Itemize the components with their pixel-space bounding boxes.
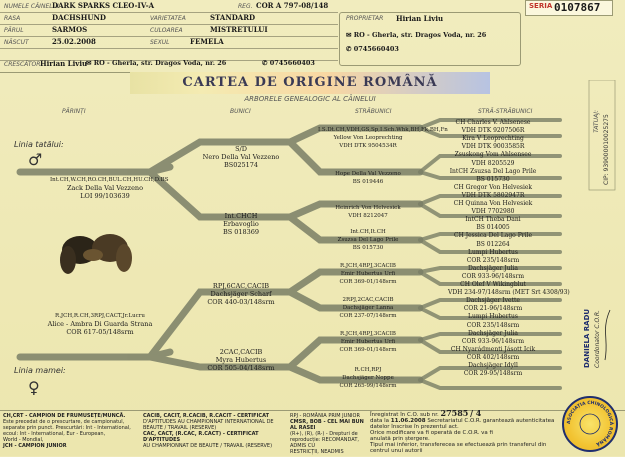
great-great-reg: COR 933-96/148srm [461, 337, 525, 345]
legend-line: JCH - CAMPION JUNIOR [3, 443, 67, 449]
great-name: Hope Della Val Vezzeno [335, 171, 401, 177]
great-great-name: Dachsjäger Idyll [468, 362, 518, 369]
serial-box [525, 0, 613, 16]
great-titles: Int.CH,It.CH [350, 229, 386, 235]
great-great-reg: BS 015730 [476, 175, 510, 183]
great-great-reg: COR 29-95/148srm [463, 370, 523, 378]
gp-name: Nero Della Val Vezzeno [202, 153, 280, 161]
great-reg: COR 265-99/148srm [339, 383, 397, 389]
great-entry [318, 228, 418, 252]
great-great-reg: VDH 7702980 [471, 208, 515, 216]
signatory-name: DANIELA RADU [583, 308, 591, 368]
owner-address-text: RO - Gherla, str. Dragos Voda, nr. 26 [353, 31, 487, 39]
cert-line: Orice modificare va fi operată de C.O.R. va fi [370, 430, 493, 436]
male-symbol-icon: ♂ [28, 150, 43, 169]
seal-text: ASOCIAȚIA CHINOLOGICĂ ROMÂNĂ [566, 400, 614, 446]
official-seal-stamp [562, 396, 618, 452]
certificate-title: CARTEA DE ORIGINE ROMÂNĂ [182, 75, 438, 90]
great-great-name: Dachsjäger Ivette [466, 297, 520, 305]
great-great-reg: COR 402/148srm [466, 353, 520, 361]
gp-titles: RPJ,6CAC,CACIB [212, 282, 270, 290]
registration-line [370, 410, 560, 418]
great-great-reg: VDH 8205529 [471, 159, 515, 167]
great-name: Zsuzsa Del Lago Prile [337, 237, 399, 243]
breeder-phone [262, 59, 315, 67]
reg-date: 11.06.2008 [390, 418, 426, 424]
legend-line: RESTRICȚII, NEADMIS [290, 449, 344, 455]
great-name: Emir Hubertus Urfi [340, 339, 396, 345]
serial-label: SERIA [529, 2, 553, 10]
seal-text-ring [564, 398, 616, 450]
sire-reg: LOI 99/103639 [80, 192, 130, 200]
cert-line: Secretariatul C.O.R. garantează autenticitatea [427, 418, 555, 424]
great-great-name: CH Olef V Wikingblut [460, 281, 526, 288]
great-entry [318, 204, 418, 220]
breeder-label: CRESCĂTOR [4, 61, 41, 68]
breed: DACHSHUND [52, 13, 106, 22]
legend-line: separate prin punct. Prescurtări: Int - International, [3, 425, 131, 431]
reg-no: 27585 [440, 408, 469, 418]
legend-line: D'APTITUDES AU CHAMPIONNAT INTERNATIONAL DE [143, 419, 274, 425]
great-great-name: Lumpi Hubertus [468, 248, 518, 256]
serial-number: 0107867 [554, 1, 601, 14]
legend-line: (R+), (R), (R-) - Drepturi de [290, 431, 358, 437]
grandparent-entry [196, 348, 286, 372]
great-great-name: CH Quinna Von Helvesiek [453, 200, 533, 207]
cert-line: anulată prin ștergere. [370, 436, 430, 442]
dam-name: Alice - Ambra Di Guarda Strana [47, 320, 153, 328]
reg-text: Înregistrat în C.O. sub nr. [370, 412, 439, 418]
great-titles: R.JCH,4RPJ,3CACIB [340, 263, 396, 269]
grandparent-entry [196, 145, 286, 169]
variety-label: VARIETATEA [150, 15, 186, 22]
reg-number: COR A 797-08/148 [256, 1, 329, 10]
great-great-name: Zsuskong Vom Ahlsensee [454, 151, 532, 159]
reg-slash: / 4 [470, 408, 482, 418]
registration-block [370, 410, 560, 454]
envelope-icon: ✉ [86, 59, 94, 67]
coat-label: PĂRUL [4, 27, 24, 34]
column-parents: PĂRINȚI [62, 108, 86, 115]
column-great2: STRĂ-STRĂBUNICI [478, 108, 533, 115]
great-titles: R.CH,RPJ [354, 367, 382, 373]
date-label: data la [370, 418, 390, 424]
great-entry [318, 262, 418, 286]
legend-line: CMSR, BOB - CEL MAI BUN AL RASEI [290, 419, 364, 431]
great-great-reg: COR 21-96/148srm [463, 305, 523, 313]
gp-reg: COR 505-04/148srm [207, 364, 275, 372]
breeder-address [86, 59, 226, 67]
great-great-name: Dachsjäger Julia [468, 264, 518, 272]
phone-icon: ✆ [346, 45, 354, 53]
legend-line: reproducție: RECOMANDAT, ADMIS CU [290, 437, 359, 449]
great-entry [318, 330, 418, 354]
great-great-reg: BS 012264 [476, 240, 510, 248]
grandparent-entry [196, 212, 286, 236]
gp-name: Myra Hubertus [215, 356, 267, 364]
great-reg: COR 237-07/148srm [339, 313, 397, 319]
signatory-role: Coordonator C.O.R. [594, 310, 601, 368]
svg-text:ASOCIAȚIA CHINOLOGICĂ ROMÂNĂ [566, 400, 615, 448]
breeder-address-text: RO - Gherla, str. Dragos Voda, nr. 26 [93, 59, 227, 67]
great-great-reg: COR 235/148srm [466, 256, 520, 264]
great-entry [318, 126, 448, 150]
great-reg: BS 019446 [352, 179, 384, 185]
great-great-reg: VDH DTK 5802947R [461, 191, 525, 199]
owner-phone [346, 45, 399, 53]
great-reg: VDH DTK 9504534R [339, 143, 397, 149]
great-great-name: CH Charles V. Ahlsenese [455, 119, 531, 126]
great-reg: VDH 8212047 [348, 213, 388, 219]
legend-line: BEAUTE / TRAVAIL (RESERVE) [143, 425, 217, 431]
great-titles: R.JCH,4RPJ,3CACIB [340, 331, 396, 337]
gp-reg: COR 440-03/148srm [207, 298, 275, 306]
chip-number: CIP: 939000010025275 [603, 114, 610, 185]
phone-icon: ✆ [262, 59, 270, 67]
great-great-name: Kira V Leoprechting [462, 135, 524, 143]
breeder-phone-text: 0745660403 [269, 59, 315, 67]
great-entry [318, 366, 418, 390]
owner-address [346, 31, 486, 39]
great-name: Yellow Von Leoprechting [333, 135, 403, 141]
legend-line: CAC, CACT, (R.CAC, R.CACT) - CERTIFICAT D'APTITUDES [143, 431, 259, 443]
column-great: STRĂBUNICI [355, 108, 392, 115]
great-great-name: CH Nyarádmenti Jásott Icik [450, 345, 536, 353]
great-great-reg: VDH 234-97/148srm (MET Srt 4308/93) [448, 289, 570, 297]
great-reg: COR 369-01/148srm [339, 279, 397, 285]
gp-name: Erbavoglio [223, 220, 259, 228]
gp-titles: S/D [235, 145, 247, 153]
great-great-name: CH Jessica Del Lago Prile [453, 232, 532, 240]
owner-name: Hirian Liviu [396, 14, 444, 23]
great-great-reg: COR 933-96/148srm [461, 272, 525, 280]
breeder-name: Hirian Liviu [40, 59, 88, 68]
breed-label: RASA [4, 15, 21, 22]
sire-entry [50, 176, 169, 200]
footer-legend-1 [3, 413, 133, 449]
cert-tail: Tipul mai inferior, transferecea se efectuează prin transferul din centrul unui autorii [370, 442, 547, 454]
dachshund-illustration [48, 220, 148, 280]
born-label: NĂSCUT [4, 39, 29, 46]
owner-label: PROPRIETAR [346, 15, 384, 22]
great-entry [318, 170, 418, 186]
footer-legend-2 [143, 413, 293, 449]
dam-entry [40, 312, 160, 336]
great-titles: I.S.Dt.CH,VDH,GS,Sp,I.Sch.Whk,BH,Fk,BH,Fn [318, 127, 448, 133]
sire-name: Zack Della Val Vezzeno [66, 184, 144, 192]
great-great-name: CH Gregor Von Helvesiek [453, 183, 533, 191]
great-reg: COR 369-01/148srm [339, 347, 397, 353]
certificate-subtitle: ARBORELE GENEALOGIC AL CÂINELUI [244, 95, 376, 103]
reg-label: REG. [238, 3, 253, 10]
great-great-name: Lumpi Hubertus [468, 313, 518, 321]
variety: STANDARD [210, 13, 256, 22]
great-great-reg: VDH DTK 9207506R [461, 127, 525, 135]
great-great-reg: VDH DTK 9003585R [461, 143, 525, 151]
gp-name: Dachsjäger Scharf [210, 290, 272, 298]
owner-phone-text: 0745660403 [353, 45, 399, 53]
legend-line: World - Mondial, [3, 437, 44, 443]
great-titles: 2RPJ,2CAC,CACIB [342, 297, 394, 303]
coat: SARMOS [52, 25, 88, 34]
great-great-name: IntCH Theba Dani [465, 216, 521, 224]
color-label: CULOAREA [150, 27, 183, 34]
great-entry [318, 296, 418, 320]
dam-line-label: Linia mamei: [14, 366, 66, 375]
legend-line: CACIB, CACIT, R.CACIB, R.CACIT - CERTIFICAT [143, 413, 269, 419]
grandparent-entry [196, 282, 286, 306]
envelope-icon: ✉ [346, 31, 354, 39]
gp-titles: Int.CHCH [224, 212, 258, 220]
great-great-reg: BS 014005 [476, 224, 510, 232]
great-name: Dachsjäger Lanna [342, 305, 394, 311]
great-great-name: Dachsjäger Julia [468, 329, 518, 337]
female-symbol-icon: ♀ [28, 378, 40, 397]
signature-mark [605, 310, 610, 360]
color: MISTRETULUI [210, 25, 268, 34]
sire-titles: Int.CH,W.CH,RO.CH,BUL.CH,HU.CH,D.BS [50, 177, 169, 183]
legend-line: RPJ - ROMÂNIA PRIM JUNIOR [290, 413, 360, 419]
sire-line-label: Linia tatălui: [14, 140, 64, 149]
legend-line: Este precedat de o prescurtare, de campionatul, [3, 419, 125, 425]
great-reg: BS 015730 [352, 245, 384, 251]
sex-label: SEXUL [150, 39, 170, 46]
great-great-name: IntCH Zsuzsa Del Lago Prile [449, 167, 537, 175]
born-date: 25.02.2008 [52, 37, 96, 46]
cert-line: datelor înscrise în prezentul act. [370, 424, 459, 430]
legend-line: AU CHAMPIONNAT DE BEAUTE / TRAVAIL (RESERVE) [143, 443, 273, 449]
footer-legend-3 [290, 413, 370, 455]
great-great-reg: COR 235/148srm [466, 321, 520, 329]
name-label: NUMELE CÂINELUI [4, 3, 59, 10]
gp-titles: 2CAC,CACIB [219, 348, 263, 356]
header-row [0, 48, 338, 59]
gp-reg: BS 018369 [222, 228, 260, 236]
dam-titles: R.JCH,R.CH,3RPJ,CACT,Jr.Lucru [55, 313, 145, 319]
great-name: Dachsjäger Noppe [342, 375, 394, 381]
legend-line: CH,CRT - CAMPION DE FRUMUSEȚE/MUNCĂ. [3, 413, 126, 419]
great-name: Heinrich Von Helvesiek [335, 205, 401, 211]
sex: FEMELA [190, 37, 224, 46]
column-grandparents: BUNICI [230, 108, 251, 115]
dog-name: DARK SPARKS CLEO-IV-A [52, 1, 155, 10]
great-name: Emir Hubertus Urfi [340, 271, 396, 277]
tattoo-label: TATUAJ: [593, 110, 600, 133]
dam-reg: COR 617-05/148srm [66, 328, 134, 336]
gp-reg: BS025174 [223, 161, 259, 169]
legend-line: ecoul: Int - International, Eur - European, [3, 431, 106, 437]
